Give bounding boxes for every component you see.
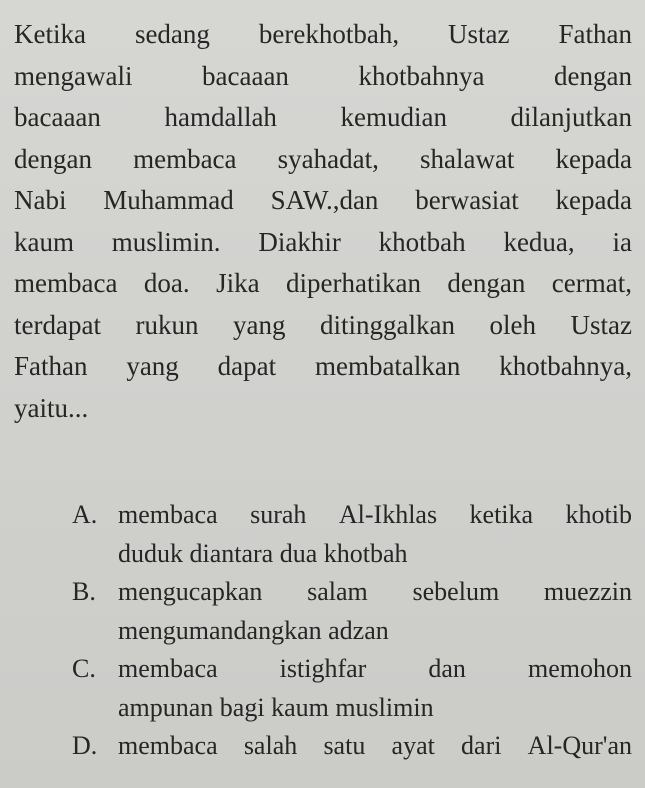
word: Ustaz <box>570 309 632 340</box>
word: Nabi <box>14 185 67 215</box>
word: doa. <box>143 268 190 298</box>
word: ditinggalkan <box>319 309 455 340</box>
word: ketika <box>469 500 534 529</box>
option-c-continuation: ampunan bagi kaum muslimin <box>118 692 434 722</box>
word: kemudian <box>340 102 447 132</box>
option-line <box>118 727 632 766</box>
word: khotbah <box>378 226 466 257</box>
word: khotib <box>565 500 632 529</box>
question-line <box>14 56 632 98</box>
word: sebelum <box>412 577 500 606</box>
word: khotbahnya, <box>499 351 632 381</box>
word: istighfar <box>279 654 367 683</box>
word: kepada <box>555 185 632 215</box>
word: Muhammad <box>103 185 234 215</box>
option-letter: C. <box>72 654 96 683</box>
option-letter: B. <box>72 577 96 606</box>
word: Diakhir <box>258 226 341 257</box>
word: dengan <box>554 60 632 91</box>
word: Ustaz <box>448 19 510 49</box>
word: Fathan <box>14 351 88 381</box>
option-a[interactable] <box>72 496 632 535</box>
option-b[interactable] <box>72 573 632 612</box>
option-d[interactable] <box>72 727 632 766</box>
word: dapat <box>217 351 277 381</box>
word: membaca <box>14 268 118 298</box>
word: rukun <box>135 309 199 340</box>
question-line <box>14 139 632 181</box>
word: membaca <box>118 500 218 529</box>
word: dilanjutkan <box>510 102 632 132</box>
word: Fathan <box>558 19 632 49</box>
question-line <box>14 388 632 430</box>
option-line <box>118 650 632 689</box>
word: dari <box>461 731 502 760</box>
word: bacaaan <box>202 60 289 91</box>
word: mengucapkan <box>118 577 263 606</box>
word: satu <box>323 731 366 760</box>
word: salam <box>307 577 368 606</box>
word: yaitu... <box>14 392 89 423</box>
answer-options <box>72 496 632 766</box>
question-line <box>14 263 632 305</box>
word: membaca <box>118 654 218 683</box>
question-line <box>14 305 632 347</box>
word: Jika <box>216 268 260 298</box>
word: Al-Ikhlas <box>338 500 438 529</box>
word: cermat, <box>551 268 632 298</box>
word: SAW.,dan <box>270 185 379 215</box>
question-line <box>14 346 632 388</box>
word: muezzin <box>543 577 632 606</box>
word: Al-Qur'an <box>527 731 632 760</box>
word: membaca <box>118 731 218 760</box>
word: kepada <box>555 143 632 174</box>
word: kaum <box>14 226 74 257</box>
word: mengawali <box>14 60 133 91</box>
word: terdapat <box>14 309 101 340</box>
word: khotbahnya <box>358 60 485 91</box>
word: membaca <box>133 143 237 174</box>
word: dengan <box>14 143 92 174</box>
word: diperhatikan <box>286 268 421 298</box>
option-b-continuation: mengumandangkan adzan <box>118 615 389 645</box>
word: kedua, <box>503 226 575 257</box>
word: memohon <box>528 654 632 683</box>
word: Ketika <box>14 19 86 49</box>
word: membatalkan <box>314 351 461 381</box>
option-letter: A. <box>72 500 98 529</box>
word: berwasiat <box>415 185 519 215</box>
word: bacaaan <box>14 102 101 132</box>
question-line <box>14 97 632 139</box>
word: ia <box>612 226 632 257</box>
word: salah <box>243 731 298 760</box>
word: yang <box>232 309 286 340</box>
word: muslimin. <box>111 226 221 257</box>
word: yang <box>126 351 179 381</box>
option-line <box>118 573 632 612</box>
word: sedang <box>134 19 210 49</box>
word: dengan <box>447 268 526 298</box>
question-line <box>14 14 632 56</box>
word: berekhotbah, <box>258 19 400 49</box>
option-letter: D. <box>72 731 98 760</box>
question-line <box>14 222 632 264</box>
word: shalawat <box>419 143 515 174</box>
word: dan <box>428 654 466 683</box>
question-text <box>14 14 632 429</box>
word: ayat <box>391 731 435 760</box>
option-a-continuation: duduk diantara dua khotbah <box>118 538 408 568</box>
word: surah <box>250 500 307 529</box>
option-line <box>118 496 632 535</box>
question-line <box>14 180 632 222</box>
word: hamdallah <box>164 102 277 132</box>
option-c[interactable] <box>72 650 632 689</box>
word: oleh <box>489 309 536 340</box>
word: syahadat, <box>277 143 379 174</box>
